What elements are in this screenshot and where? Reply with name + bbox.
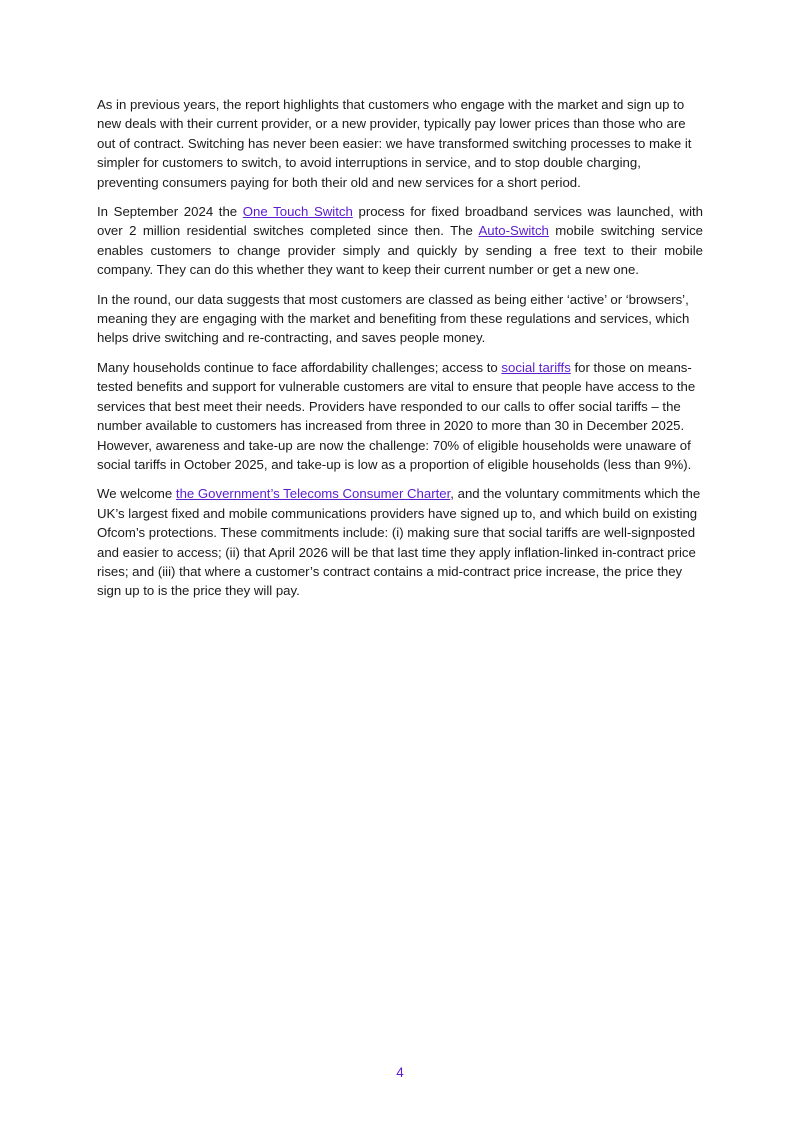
paragraph-text: We welcome	[97, 486, 176, 502]
paragraph-switching	[97, 95, 703, 192]
paragraph-text: mobile switching service enables customers to change provider simply and quickly by sending a free text to their mobile company. They can do this whether they want to keep their current number or get a new one.	[97, 223, 703, 278]
telecoms-consumer-charter-link[interactable]: the Government’s Telecoms Consumer Charter	[175, 486, 451, 502]
paragraph-text: As in previous years, the report highlights that customers who engage with the market and sign up to new deals with their current provider, or a new provider, typically pay lower prices than those who are out of contract. Switching has never been easier: we have transformed switching processes to make it simpler for customers to switch, to avoid interruptions in service, and to stop double charging, preventing consumers paying for both their old and new services for a short period.	[97, 97, 692, 190]
paragraph-text: for those on means-tested benefits and support for vulnerable customers are vital to ensure that people have access to the services that best meet their needs. Providers have responded to our calls to offer social tariffs – the number available to customers has increased from three in 2020 to more than 30 in December 2025. However, awareness and take-up are now the challenge: 70% of eligible households were unaware of social tariffs in October 2025, and take-up is low as a proportion of eligible households (less than 9%).	[97, 359, 696, 472]
one-touch-switch-link[interactable]: One Touch Switch	[242, 204, 353, 220]
paragraph-text: process for fixed broadband services was launched, with over 2 million residential switches completed since then. The	[97, 204, 703, 239]
paragraph-text: In September 2024 the	[97, 204, 243, 220]
paragraph-text: , and the voluntary commitments which the UK’s largest fixed and mobile communications providers have signed up to, and which build on existing Ofcom’s protections. These commitments include: (i) making sure that social tariffs are well-signposted and easier to access; (ii) that April 2026 will be that last time they apply inflation-linked in-contract price rises; and (iii) that where a customer’s contract contains a mid-contract price increase, the price they sign up to is the price they will pay.	[97, 486, 701, 599]
paragraph-consumer-charter	[97, 484, 703, 600]
paragraph-switch-services	[97, 202, 703, 280]
paragraph-text: In the round, our data suggests that most customers are classed as being either ‘active’ or ‘browsers’, meaning they are engaging with the market and benefiting from these regulations and services, which helps drive switching and re-contracting, and saves people money.	[97, 291, 690, 346]
paragraph-text: Many households continue to face affordability challenges; access to	[97, 359, 502, 375]
page-body	[97, 95, 703, 611]
auto-switch-link[interactable]: Auto-Switch	[478, 223, 549, 239]
paragraph-customer-types	[97, 290, 703, 348]
social-tariffs-link[interactable]: social tariffs	[501, 359, 571, 375]
page-number: 4	[396, 1065, 404, 1080]
paragraph-affordability	[97, 358, 703, 474]
